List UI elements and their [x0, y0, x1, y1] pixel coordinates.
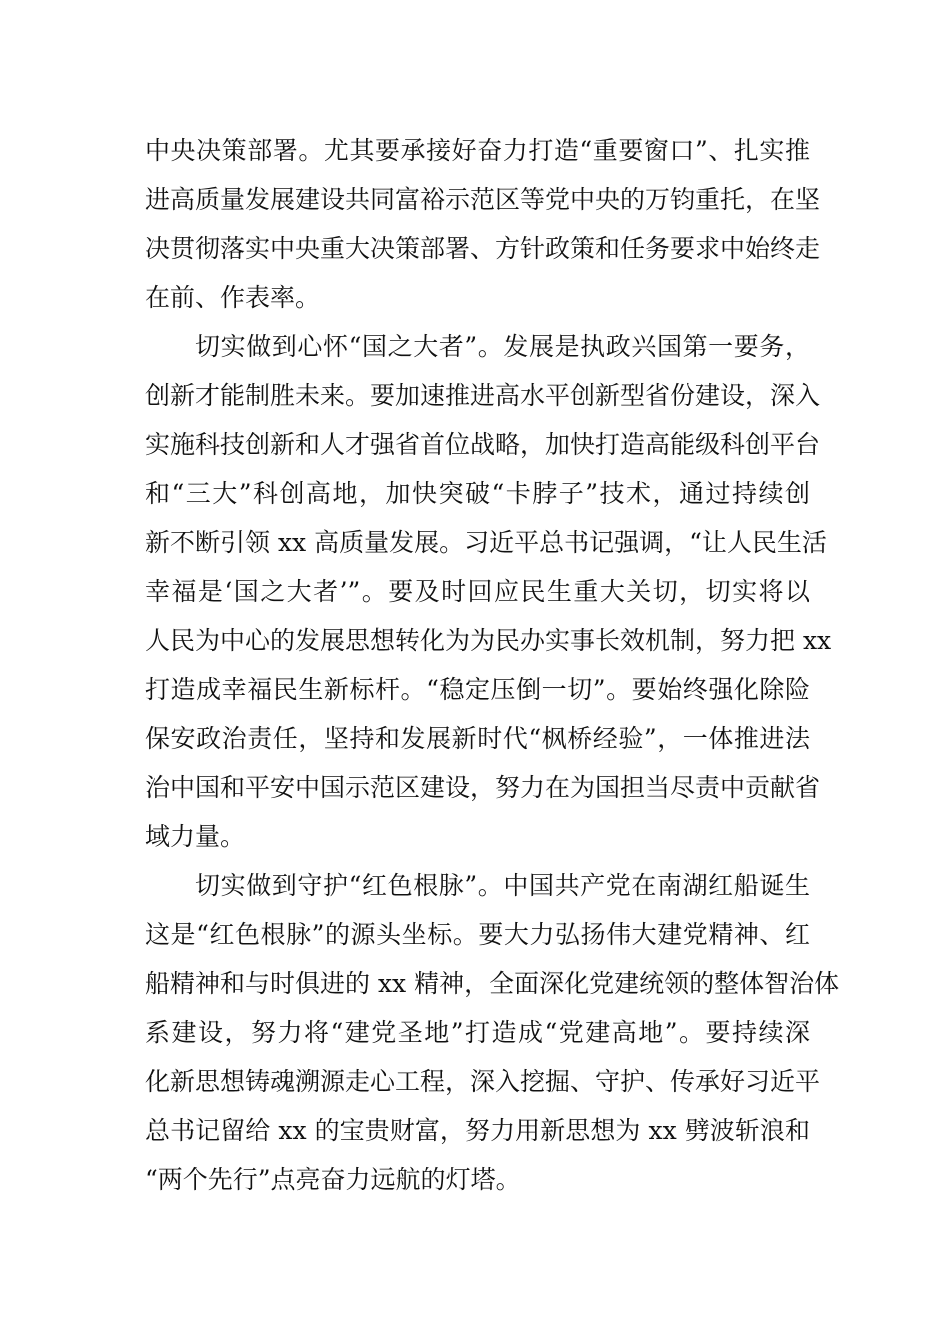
text-line: 人民为中心的发展思想转化为为民办实事长效机制，努力把 xx — [145, 626, 832, 655]
text-line: 创新才能制胜未来。要加速推进高水平创新型省份建设，深入 — [145, 381, 821, 410]
text-line: 幸福是‘国之大者’”。要及时回应民生重大关切，切实将以 — [145, 577, 810, 606]
paragraph-guozhidazhe — [145, 322, 832, 861]
text-line: 化新思想铸魂溯源走心工程，深入挖掘、守护、传承好习近平 — [145, 1067, 821, 1096]
text-line: 总书记留给 xx 的宝贵财富，努力用新思想为 xx 劈波斩浪和 — [145, 1116, 810, 1145]
text-line: 切实做到守护“红色根脉”。中国共产党在南湖红船诞生 — [195, 871, 810, 900]
text-line: 域力量。 — [145, 822, 246, 851]
paragraph-continuation — [145, 126, 821, 322]
text-line: 打造成幸福民生新标杆。“稳定压倒一切”。要始终强化除险 — [145, 675, 810, 704]
text-line: 保安政治责任，坚持和发展新时代“枫桥经验”，一体推进法 — [145, 724, 810, 753]
text-line: 系建设，努力将“建党圣地”打造成“党建高地”。要持续深 — [145, 1018, 810, 1047]
text-line: 和“三大”科创高地，加快突破“卡脖子”技术，通过持续创 — [145, 479, 810, 508]
text-line: 治中国和平安中国示范区建设，努力在为国担当尽责中贡献省 — [145, 773, 821, 802]
text-line: 实施科技创新和人才强省首位战略，加快打造高能级科创平台 — [145, 430, 821, 459]
text-line: 新不断引领 xx 高质量发展。习近平总书记强调，“让人民生活 — [145, 528, 827, 557]
document-body — [145, 126, 840, 1204]
text-line: 中央决策部署。尤其要承接好奋力打造“重要窗口”、扎实推 — [145, 136, 810, 165]
text-line: 这是“红色根脉”的源头坐标。要大力弘扬伟大建党精神、红 — [145, 920, 810, 949]
text-line: 进高质量发展建设共同富裕示范区等党中央的万钧重托，在坚 — [145, 185, 821, 214]
text-line: 在前、作表率。 — [145, 283, 321, 312]
text-line: 船精神和与时俱进的 xx 精神，全面深化党建统领的整体智治体 — [145, 969, 840, 998]
paragraph-hongsegenmai — [145, 861, 840, 1204]
text-line: 决贯彻落实中央重大决策部署、方针政策和任务要求中始终走 — [145, 234, 821, 263]
text-line: 切实做到心怀“国之大者”。发展是执政兴国第一要务， — [195, 332, 810, 361]
text-line: “两个先行”点亮奋力远航的灯塔。 — [145, 1165, 521, 1194]
